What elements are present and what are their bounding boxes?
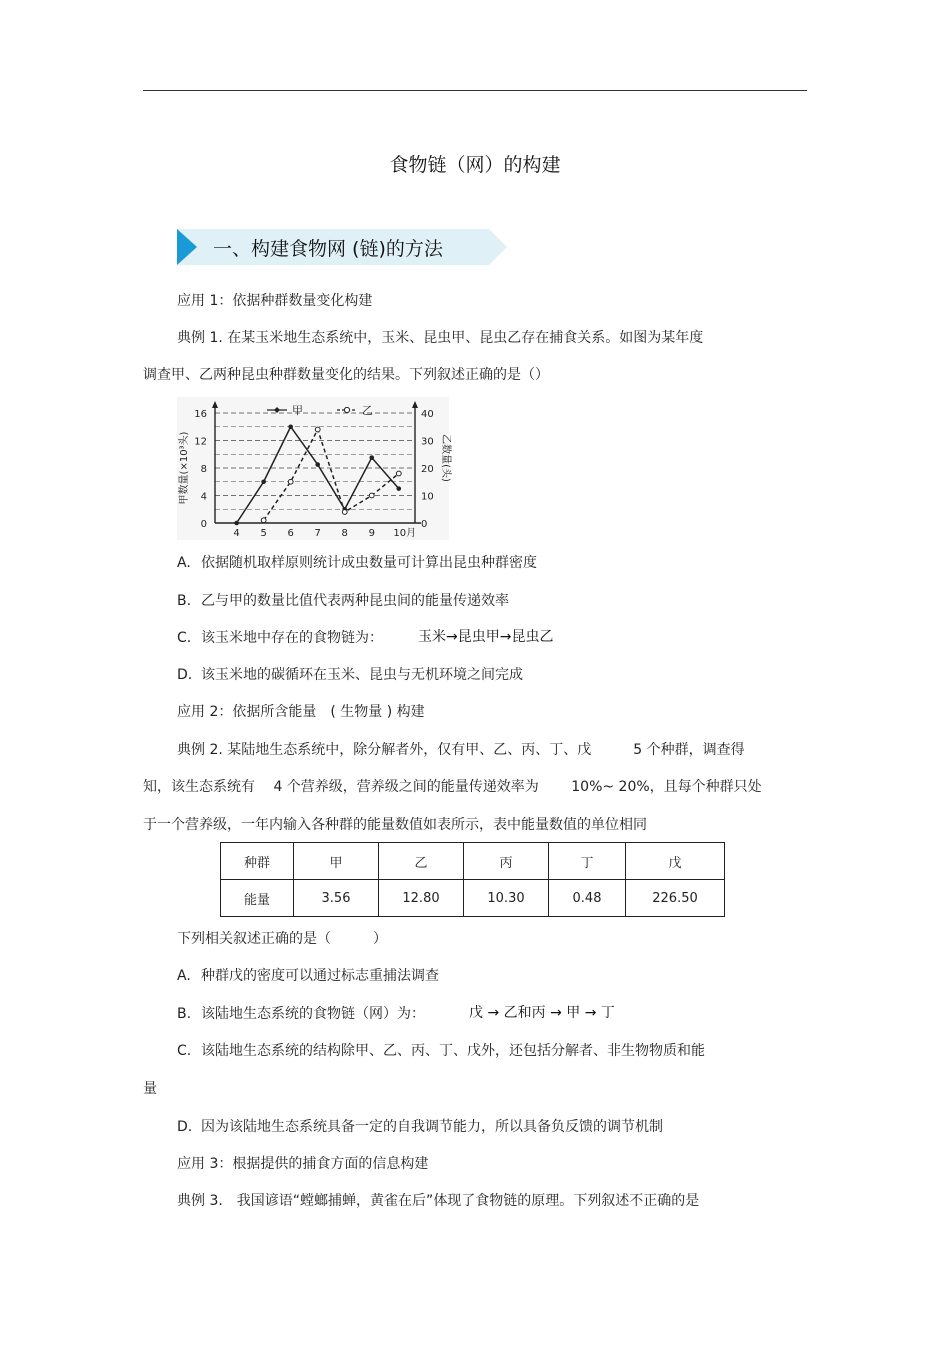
example-2-option-a <box>177 965 439 985</box>
chain-node: 昆虫甲 <box>457 629 500 645</box>
example-2-line-3: 于一个营养级，一年内输入各种群的能量数值如表所示，表中能量数值的单位相同 <box>143 817 647 833</box>
table-cell: 226.50 <box>626 880 725 917</box>
option-letter: B. <box>177 1006 192 1022</box>
table-cell: 10.30 <box>464 880 549 917</box>
option-text: 该玉米地中存在的食物链为： <box>201 630 383 646</box>
table-row <box>221 843 725 880</box>
option-text: 依据随机取样原则统计成虫数量可计算出昆虫种群密度 <box>201 555 537 571</box>
legend-marker <box>344 407 349 412</box>
example-2-option-d <box>177 1116 663 1136</box>
arrow-right-icon: → <box>580 1005 601 1021</box>
example-2-option-c <box>177 1040 705 1060</box>
option-text: 因为该陆地生态系统具备一定的自我调节能力，所以具备负反馈的调节机制 <box>201 1119 663 1135</box>
right-y-tick-label: 20 <box>421 464 434 475</box>
data-point-乙 <box>369 493 374 498</box>
table-cell: 甲 <box>294 843 379 880</box>
data-point-甲 <box>315 462 320 467</box>
table-cell: 12.80 <box>379 880 464 917</box>
example-2-line-2: 知，该生态系统有 4 个营养级，营养级之间的能量传递效率为 10%~ 20%，且每个种群只处 <box>143 779 762 795</box>
example-1-line-2: 调查甲、乙两种昆虫种群数量变化的结果。下列叙述正确的是（） <box>143 367 549 383</box>
example-1-option-b <box>177 590 509 610</box>
option-letter: C. <box>177 1043 192 1059</box>
left-y-tick-label: 4 <box>200 491 207 503</box>
section-heading: 一、构建食物网 (链)的方法 <box>213 238 443 260</box>
left-y-tick-label: 16 <box>194 409 207 420</box>
right-y-tick-label: 0 <box>421 519 428 530</box>
example-3-line-1: 典例 3. 我国谚语“螳螂捕蝉，黄雀在后”体现了食物链的原理。下列叙述不正确的是 <box>177 1193 700 1209</box>
example-1-option-c <box>177 627 383 647</box>
example-2-option-c-continued: 量 <box>143 1081 157 1097</box>
option-text: 该陆地生态系统的结构除甲、乙、丙、丁、戊外，还包括分解者、非生物物质和能 <box>201 1043 705 1059</box>
food-chain-diagram-2 <box>469 1002 615 1022</box>
left-y-tick-label: 8 <box>200 464 207 475</box>
data-point-甲 <box>369 455 374 460</box>
legend-label: 乙 <box>362 404 373 417</box>
application-2-heading: 应用 2：依据所含能量 ( 生物量 ) 构建 <box>177 704 425 720</box>
table-cell: 3.56 <box>294 880 379 917</box>
table-cell: 丙 <box>464 843 549 880</box>
x-tick-label: 10月 <box>393 528 417 539</box>
data-point-乙 <box>342 510 347 515</box>
right-y-tick-label: 30 <box>421 436 434 448</box>
option-text: 种群戊的密度可以通过标志重捕法调查 <box>201 968 439 984</box>
food-chain-diagram-1 <box>418 626 553 646</box>
option-letter: A. <box>177 968 191 984</box>
x-tick-label: 6 <box>287 528 294 539</box>
chart-background <box>177 397 449 540</box>
arrow-right-icon: → <box>499 629 512 645</box>
chain-node: 甲 <box>566 1005 581 1021</box>
data-point-甲 <box>261 479 266 484</box>
right-y-axis-label: 乙数量(头) <box>440 434 451 482</box>
option-letter: D. <box>177 1119 193 1135</box>
table-cell: 0.48 <box>549 880 626 917</box>
x-tick-label: 4 <box>233 528 240 539</box>
chain-node: 玉米 <box>418 629 446 645</box>
x-tick-label: 8 <box>341 528 348 539</box>
option-letter: B. <box>177 593 192 609</box>
energy-table <box>220 842 725 917</box>
x-tick-label: 9 <box>368 528 375 539</box>
legend-label: 甲 <box>292 404 303 417</box>
option-letter: A. <box>177 555 191 571</box>
application-3-heading: 应用 3：根据提供的捕食方面的信息构建 <box>177 1156 429 1172</box>
option-text: 该玉米地的碳循环在玉米、昆虫与无机环境之间完成 <box>201 667 523 683</box>
table-cell: 戊 <box>626 843 725 880</box>
example-2-line-1: 典例 2. 某陆地生态系统中，除分解者外，仅有甲、乙、丙、丁、戊 5 个种群，调查得 <box>177 742 745 758</box>
data-point-乙 <box>261 518 266 523</box>
option-text: 乙与甲的数量比值代表两种昆虫间的能量传递效率 <box>201 593 509 609</box>
left-y-tick-label: 12 <box>194 436 207 448</box>
chain-node: 昆虫乙 <box>511 629 554 645</box>
page-title: 食物链（网）的构建 <box>389 154 561 176</box>
data-point-甲 <box>288 424 293 429</box>
table-cell: 能量 <box>221 880 294 917</box>
arrow-right-icon: → <box>545 1005 567 1021</box>
data-point-乙 <box>288 479 293 484</box>
x-tick-label: 7 <box>314 528 321 539</box>
option-letter: D. <box>177 667 193 683</box>
top-rule <box>143 90 807 91</box>
arrow-right-icon: → <box>483 1005 504 1021</box>
insect-population-chart <box>177 397 449 540</box>
table-cell: 乙 <box>379 843 464 880</box>
table-cell: 丁 <box>549 843 626 880</box>
left-y-axis-label: 甲数量(×10³头) <box>179 431 190 505</box>
example-2-question: 下列相关叙述正确的是（ ） <box>177 931 387 947</box>
arrow-right-icon: → <box>446 629 458 645</box>
chain-node: 乙和丙 <box>503 1005 546 1021</box>
option-text: 该陆地生态系统的食物链（网）为： <box>201 1006 425 1022</box>
right-y-tick-label: 40 <box>421 409 434 420</box>
example-1-line-1: 典例 1. 在某玉米地生态系统中，玉米、昆虫甲、昆虫乙存在捕食关系。如图为某年度 <box>177 330 704 346</box>
x-tick-label: 5 <box>260 528 267 539</box>
data-point-乙 <box>396 471 401 476</box>
table-row <box>221 880 725 917</box>
data-point-甲 <box>234 521 239 526</box>
data-point-甲 <box>396 486 401 491</box>
table-cell: 种群 <box>221 843 294 880</box>
example-2-option-b <box>177 1003 425 1023</box>
left-y-tick-label: 0 <box>200 519 207 530</box>
chain-node: 丁 <box>600 1005 615 1021</box>
data-point-乙 <box>315 427 320 432</box>
chain-node: 戊 <box>469 1005 483 1021</box>
option-letter: C. <box>177 630 192 646</box>
example-1-option-a <box>177 552 537 572</box>
application-1-heading: 应用 1：依据种群数量变化构建 <box>177 293 373 309</box>
right-y-tick-label: 10 <box>421 491 434 503</box>
example-1-option-d <box>177 664 523 684</box>
